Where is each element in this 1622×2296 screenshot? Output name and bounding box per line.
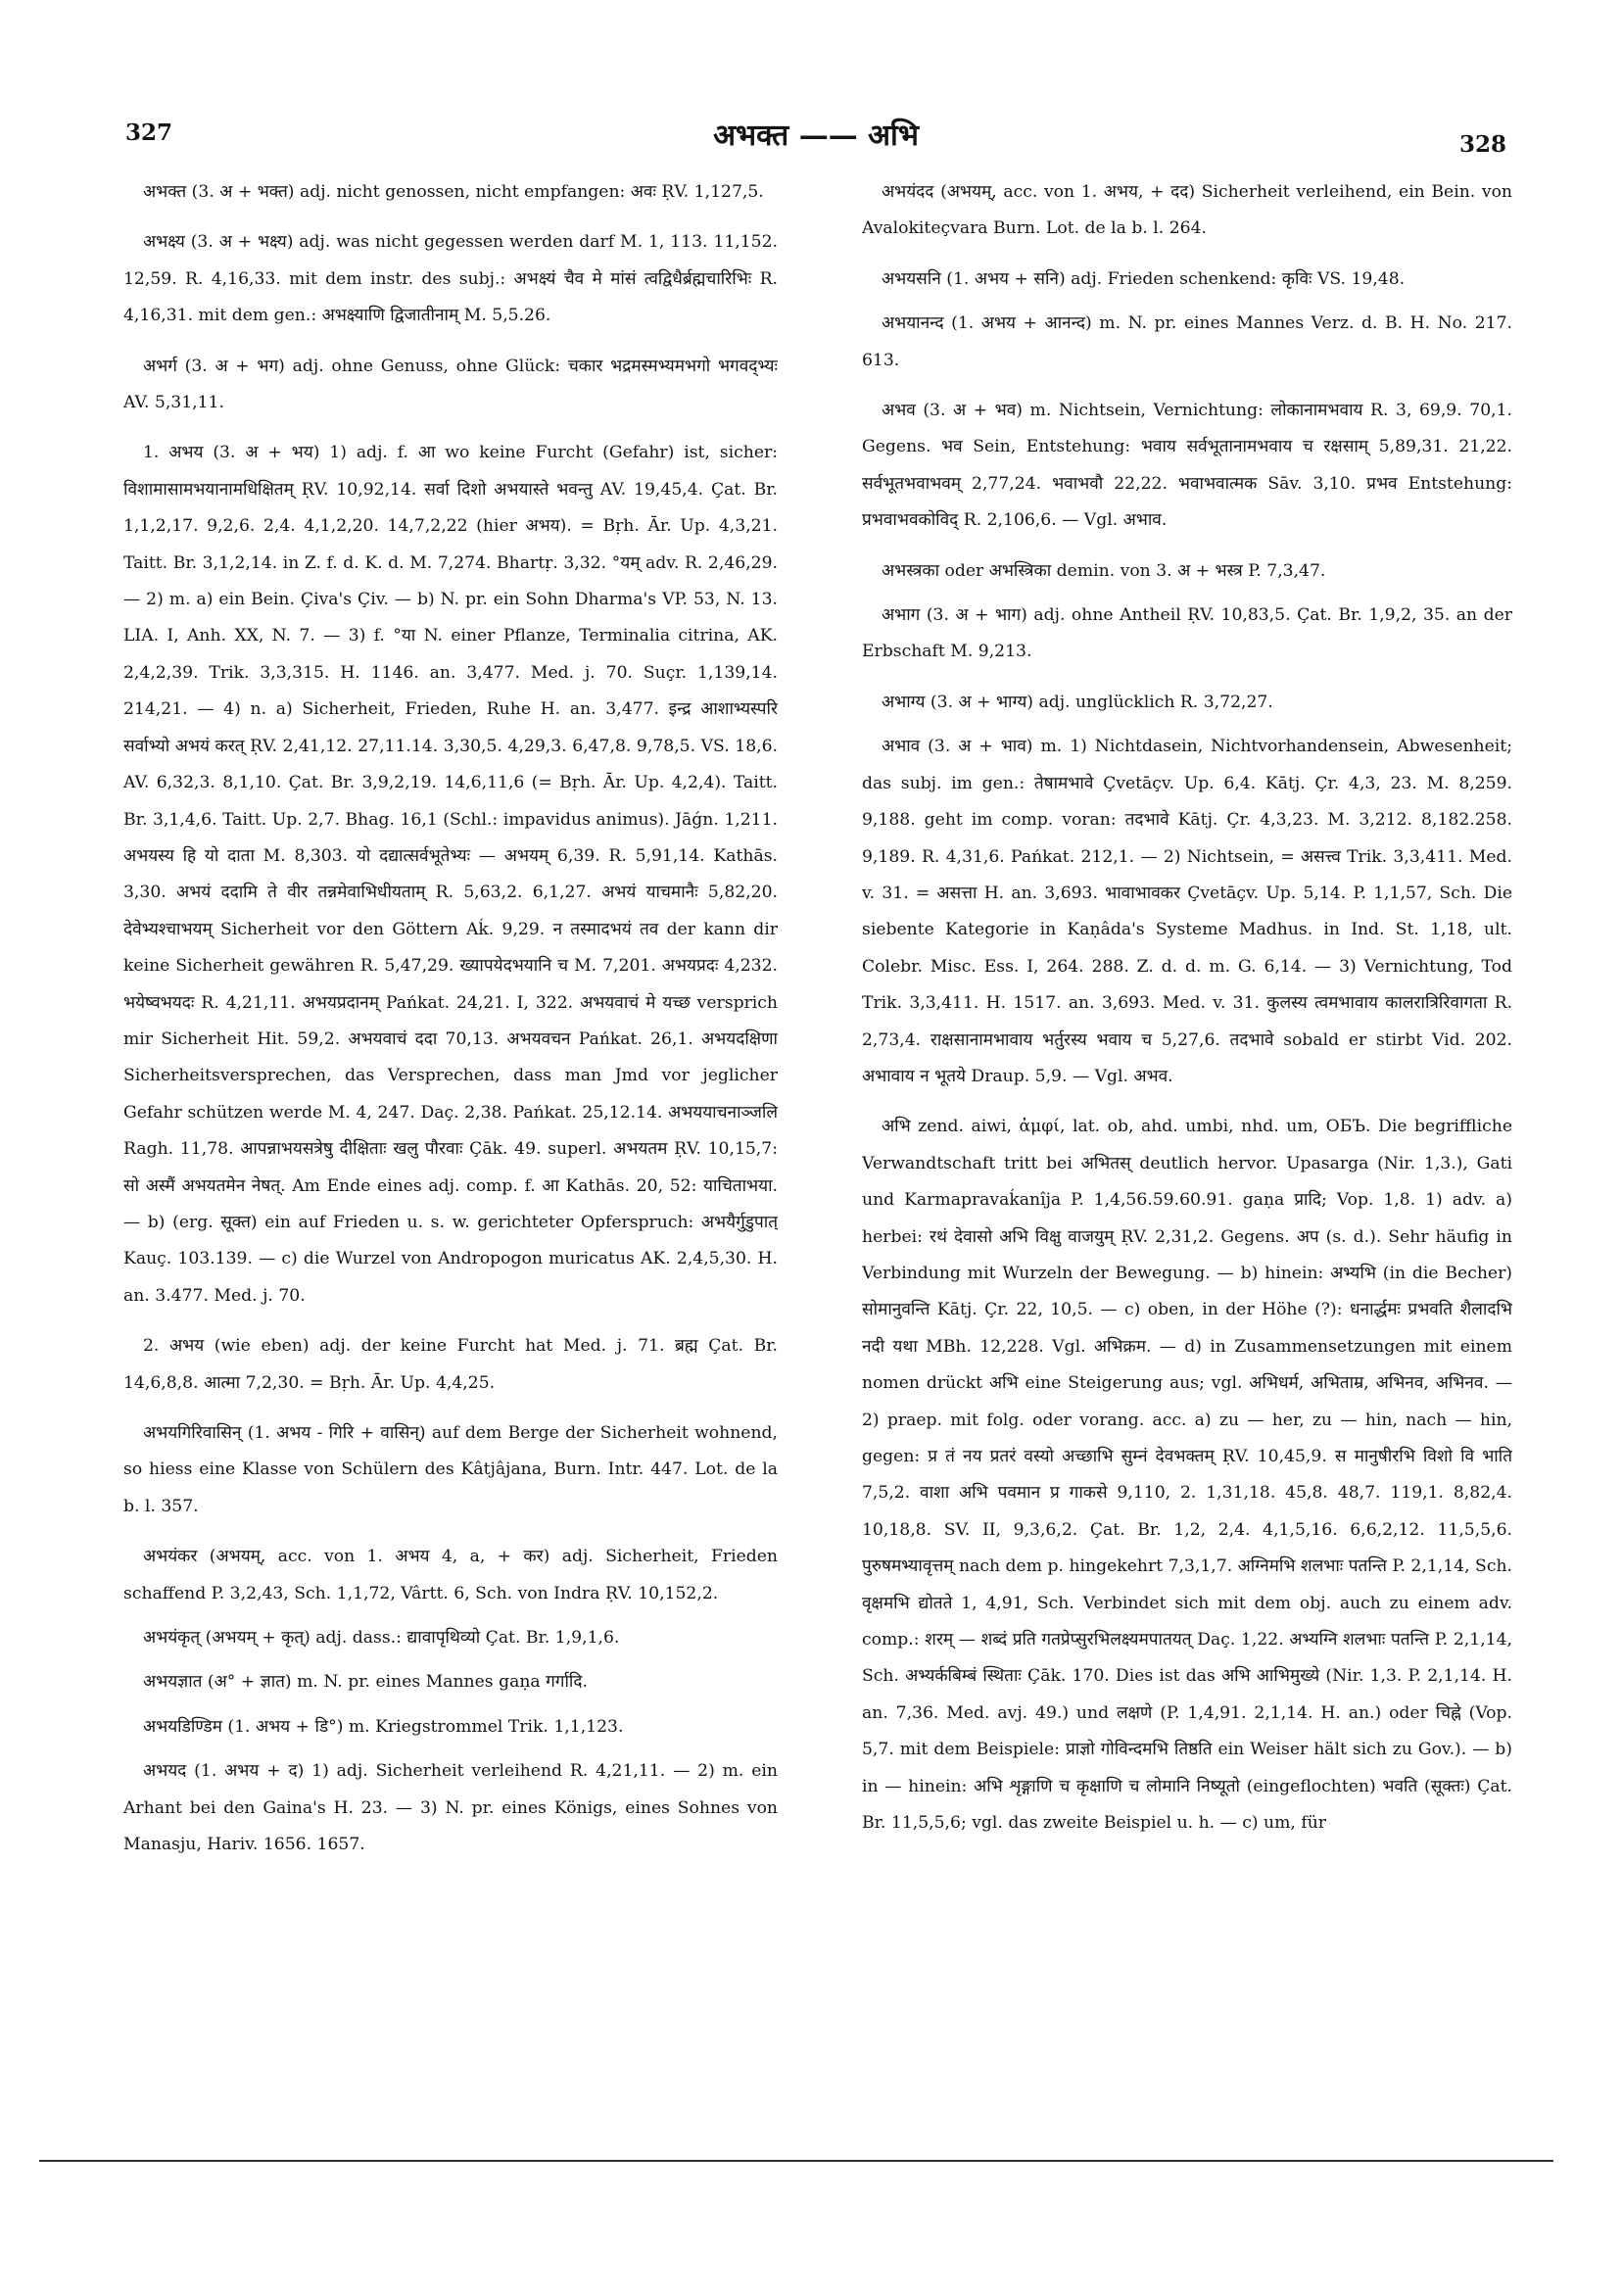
entry-abhayamkrt: अभयंकृत् (अभयम् + कृत्) adj. dass.: द्यावापृथिव्यो Çat. Br. 1,9,1,6. xyxy=(143,1628,620,1649)
entry-abhayamkara: अभयंकर (अभयम्, acc. von 1. अभय 4, a, + कर) adj. Sicherheit, Frieden schaffend P. 3,2,43, Sch. 1,1,72, Vârtt. 6, Sch. von Indra ṚV. 10,152,2. xyxy=(123,1547,778,1603)
entry-abhakta: अभक्त (3. अ + भक्त) adj. nicht genossen, nicht empfangen: अवः ṚV. 1,127,5. xyxy=(143,182,764,202)
entry-abhaga: अभाग (3. अ + भाग) adj. ohne Antheil ṚV. 10,83,5. Çat. Br. 1,9,2, 35. an der Erbschaft M. 9,213. xyxy=(862,605,1512,662)
entry-abhayadindima: अभयडिण्डिम (1. अभय + डि°) m. Kriegstrommel Trik. 1,1,123. xyxy=(143,1716,624,1737)
entry-abhayagirivasin: अभयगिरिवासिन् (1. अभय - गिरि + वासिन्) auf dem Berge der Sicherheit wohnend, so hiess eine Klasse von Schülern des Kâtjâjana, Burn. Intr. 447. Lot. de la b. l. 357. xyxy=(123,1423,778,1516)
page-number-right: 328 xyxy=(1458,131,1506,158)
entry-abhakshya: अभक्ष्य (3. अ + भक्ष्य) adj. was nicht gegessen werden darf M. 1, 113. 11,152. 12,59. R. 4,16,33. mit dem instr. des subj.: अभक्ष्यं चैव मे मांसं त्वद्विधैर्ब्रह्मचारिभिः R. 4,16,31. mit dem gen.: अभक्ष्याणि द्विजातीनाम् M. 5,5.26. xyxy=(123,232,778,326)
entry-abhaya-2: 2. अभय (wie eben) adj. der keine Furcht hat Med. j. 71. ब्रह्म Çat. Br. 14,6,8,8. आत्मा 7,2,30. = Bṛh. Ār. Up. 4,4,25. xyxy=(123,1336,778,1393)
entry-abhayananda: अभयानन्द (1. अभय + आनन्द) m. N. pr. eines Mannes Verz. d. B. H. No. 217. 613. xyxy=(862,313,1512,370)
entry-abhayada: अभयद (1. अभय + द) 1) adj. Sicherheit verleihend R. 4,21,11. — 2) m. ein Arhant bei den Gaina's H. 23. — 3) N. pr. eines Königs, eines Sohnes von Manasju, Hariv. 1656. 1657. xyxy=(123,1761,778,1855)
entry-abharga: अभर्ग (3. अ + भग) adj. ohne Genuss, ohne Glück: चकार भद्रमस्मभ्यमभगो भगवद्भ्यः AV. 5,31,11. xyxy=(123,356,778,413)
left-column xyxy=(123,174,778,2094)
entry-abhayamdada: अभयंदद (अभयम्, acc. von 1. अभय, + दद) Sicherheit verleihend, ein Bein. von Avalokiteçvara Burn. Lot. de la b. l. 264. xyxy=(862,182,1512,239)
right-column xyxy=(862,174,1512,2094)
bottom-rule xyxy=(39,2160,1553,2162)
entry-abhastraka: अभस्त्रका oder अभस्त्रिका demin. von 3. अ + भस्त्र P. 7,3,47. xyxy=(882,560,1326,581)
running-title: अभक्त —— अभि xyxy=(713,119,919,153)
entry-abhava-2: अभाव (3. अ + भाव) m. 1) Nichtdasein, Nichtvorhandensein, Abwesenheit; das subj. im gen.: तेषामभावे Çvetāçv. Up. 6,4. Kātj. Çr. 4,3, 23. M. 8,259. 9,188. geht im comp. voran: तदभावे Kātj. Çr. 4,3,23. M. 3,212. 8,182.258. 9,189. R. 4,31,6. Pańkat. 212,1. — 2) Nichtsein, = असत्त्व Trik. 3,3,411. Med. v. 31. = असत्ता H. an. 3,693. भावाभावकर Çvetāçv. Up. 5,14. P. 1,1,57, Sch. Die siebente Kategorie in Kaṇâda's Systeme Madhus. in Ind. St. 1,18, ult. Colebr. Misc. Ess. I, 264. 288. Z. d. d. m. G. 6,14. — 3) Vernichtung, Tod Trik. 3,3,411. H. 1517. an. 3,693. Med. v. 31. कुलस्य त्वमभावाय कालरात्रिरिवागता R. 2,73,4. राक्षसानामभावाय भर्तुरस्य भवाय च 5,27,6. तदभावे sobald er stirbt Vid. 202. अभावाय न भूतये Draup. 5,9. — Vgl. अभव. xyxy=(862,737,1512,1086)
entry-abhaya-1: 1. अभय (3. अ + भय) 1) adj. f. आ wo keine Furcht (Gefahr) ist, sicher: विशामासामभयानामधिक्षितम् ṚV. 10,92,14. सर्वा दिशो अभयास्ते भवन्तु AV. 19,45,4. Çat. Br. 1,1,2,17. 9,2,6. 2,4. 4,1,2,20. 14,7,2,22 (hier अभय). = Bṛh. Ār. Up. 4,3,21. Taitt. Br. 3,1,2,14. in Z. f. d. K. d. M. 7,274. Bhartṛ. 3,32. °यम् adv. R. 2,46,29. — 2) m. a) ein Bein. Çiva's Çiv. — b) N. pr. ein Sohn Dharma's VP. 53, N. 13. LIA. I, Anh. XX, N. 7. — 3) f. °या N. einer Pflanze, Terminalia citrina, AK. 2,4,2,39. Trik. 3,3,315. H. 1146. an. 3,477. Med. j. 70. Suçr. 1,139,14. 214,21. — 4) n. a) Sicherheit, Frieden, Ruhe H. an. 3,477. इन्द्र आशाभ्यस्परि सर्वाभ्यो अभयं करत् ṚV. 2,41,12. 27,11.14. 3,30,5. 4,29,3. 6,47,8. 9,78,5. VS. 18,6. AV. 6,32,3. 8,1,10. Çat. Br. 3,9,2,19. 14,6,11,6 (= Bṛh. Ār. Up. 4,2,4). Taitt. Br. 3,1,4,6. Taitt. Up. 2,7. Bhag. 16,1 (Schl.: impavidus animus). Jāǵn. 1,211. अभयस्य हि यो दाता M. 8,303. यो दद्यात्सर्वभूतेभ्यः — अभयम् 6,39. R. 5,91,14. Kathās. 3,30. अभयं ददामि ते वीर तन्नमेवाभिधीयताम् R. 5,63,2. 6,1,27. अभयं याचमानैः 5,82,20. देवेभ्यश्चाभयम् Sicherheit vor den Göttern Aḱ. 9,29. न तस्मादभयं तव der kann dir keine Sicherheit gewähren R. 5,47,29. ख्यापयेदभयानि च M. 7,201. अभयप्रदः 4,232. भयेष्वभयदः R. 4,21,11. अभयप्रदानम् Pańkat. 24,21. I, 322. अभयवाचं मे यच्छ versprich mir Sicherheit Hit. 59,2. अभयवाचं ददा 70,13. अभयवचन Pańkat. 26,1. अभयदक्षिणा Sicherheitsversprechen, das Versprechen, dass man Jmd vor jeglicher Gefahr schützen werde M. 4, 247. Daç. 2,38. Pańkat. 25,12.14. अभययाचनाञ्जलि Ragh. 11,78. आपन्नाभयसत्रेषु दीक्षिताः खलु पौरवाः Çāk. 49. superl. अभयतम ṚV. 10,15,7: सो अस्मैं अभयतमेन नेषत्. Am Ende eines adj. comp. f. आ Kathās. 20, 52: याचिताभया. — b) (erg. सूक्त) ein auf Frieden u. s. w. gerichteter Opferspruch: अभयैर्गुडुपात् Kauç. 103.139. — c) die Wurzel von Andropogon muricatus AK. 2,4,5,30. H. an. 3.477. Med. j. 70. xyxy=(123,443,778,1306)
page-number-left: 327 xyxy=(125,120,173,146)
entry-abhayasani: अभयसनि (1. अभय + सनि) adj. Frieden schenkend: कृविः VS. 19,48. xyxy=(882,268,1406,289)
entry-abhayajnata: अभयज्ञात (अ° + ज्ञात) m. N. pr. eines Mannes gaṇa गर्गादि. xyxy=(143,1672,588,1693)
page-header xyxy=(125,108,1506,167)
entry-abhi: अभि zend. aiwi, ἀμφί, lat. ob, ahd. umbi, nhd. um, ОБЪ. Die begriffliche Verwandtschaft tritt bei अभितस् deutlich hervor. Upasarga (Nir. 1,3.), Gati und Karmapravaḱanîja P. 1,4,56.59.60.91. gaṇa प्रादि; Vop. 1,8. 1) adv. a) herbei: रथं देवासो अभि विक्षु वाजयुम् ṚV. 2,31,2. Gegens. अप (s. d.). Sehr häufig in Verbindung mit Wurzeln der Bewegung. — b) hinein: अभ्यभि (in die Becher) सोमानुवन्ति Kātj. Çr. 22, 10,5. — c) oben, in der Höhe (?): धनार्द्धमः प्रभवति शैलादभि नदी यथा MBh. 12,228. Vgl. अभिक्रम. — d) in Zusammensetzungen mit einem nomen drückt अभि eine Steigerung aus; vgl. अभिधर्म, अभिताम्र, अभिनव, अभिनव. — 2) praep. mit folg. oder vorang. acc. a) zu — her, zu — hin, nach — hin, gegen: प्र तं नय प्रतरं वस्यो अच्छाभि सुम्नं देवभक्तम् ṚV. 10,45,9. स मानुषीरभि विशो वि भाति 7,5,2. वाशा अभि पवमान प्र गाकसे 9,110, 2. 1,31,18. 45,8. 48,7. 119,1. 8,82,4. 10,18,8. SV. II, 9,3,6,2. Çat. Br. 1,2, 2,4. 4,1,5,16. 6,6,2,12. 11,5,5,6. पुरुषमभ्यावृत्तम् nach dem p. hingekehrt 7,3,1,7. अग्निमभि शलभाः पतन्ति P. 2,1,14, Sch. वृक्षमभि द्योतते 1, 4,91, Sch. Verbindet sich mit dem obj. auch zu einem adv. comp.: शरम् — शब्दं प्रति गतप्रेप्सुरभिलक्ष्यमपातयत् Daç. 1,22. अभ्यग्नि शलभाः पतन्ति P. 2,1,14, Sch. अभ्यर्कबिम्बं स्थिताः Çāk. 170. Dies ist das अभि आभिमुख्ये (Nir. 1,3. P. 2,1,14. H. an. 7,36. Med. avj. 49.) und लक्षणे (P. 1,4,91. 2,1,14. H. an.) oder चिह्ने (Vop. 5,7. mit dem Beispiele: प्राज्ञो गोविन्दमभि तिष्ठति ein Weiser hält sich zu Gov.). — b) in — hinein: अभि शृङ्गाणि च कृक्षाणि च लोमानि निष्यूतो (eingeflochten) भवति (सूक्तः) Çat. Br. 11,5,5,6; vgl. das zweite Beispiel u. h. — c) um, für xyxy=(862,1117,1512,1834)
entry-abhagya: अभाग्य (3. अ + भाग्य) adj. unglücklich R. 3,72,27. xyxy=(882,692,1273,712)
entry-abhava: अभव (3. अ + भव) m. Nichtsein, Vernichtung: लोकानामभवाय R. 3, 69,9. 70,1. Gegens. भव Sein, Entstehung: भवाय सर्वभूतानामभवाय च रक्षसाम् 5,89,31. 21,22. सर्वभूतभवाभवम् 2,77,24. भवाभवौ 22,22. भवाभवात्मक Sāv. 3,10. प्रभव Entstehung: प्रभवाभवकोविद् R. 2,106,6. — Vgl. अभाव. xyxy=(862,401,1512,531)
